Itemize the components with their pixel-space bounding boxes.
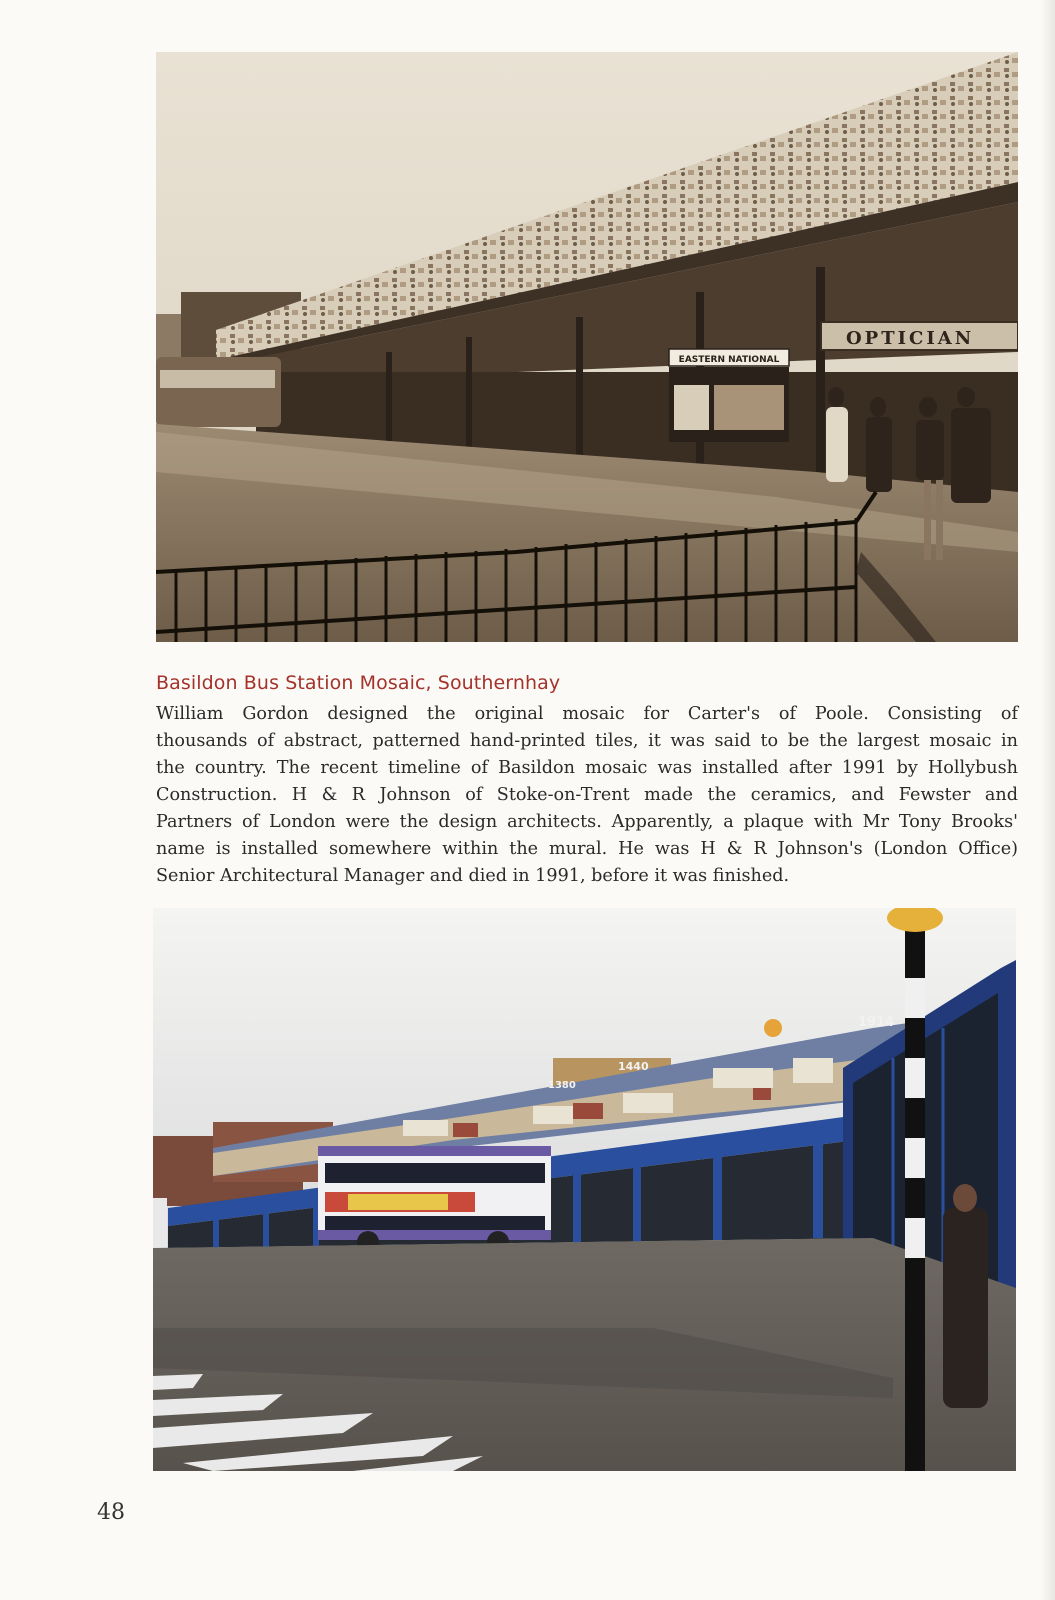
body-paragraph bbox=[156, 701, 1018, 890]
mural-year-1914: 1914 bbox=[858, 1015, 895, 1030]
body-line: William Gordon designed the original mosaic for Carter's of Poole. Consisting of bbox=[156, 704, 1018, 724]
body-line: thousands of abstract, patterned hand-printed tiles, it was said to be the largest mosaic in bbox=[156, 731, 1018, 751]
body-line: name is installed somewhere within the mural. He was H & R Johnson's (London Office) bbox=[156, 839, 1018, 859]
optician-sign: OPTICIAN bbox=[846, 328, 975, 349]
sepia-bus-station-photo bbox=[156, 52, 1018, 642]
colour-photo-drawing bbox=[153, 908, 1016, 1471]
sepia-photo-drawing bbox=[156, 52, 1018, 642]
eastern-national-sign: EASTERN NATIONAL bbox=[678, 355, 780, 365]
caption-title-main: Basildon Bus Station Mosaic bbox=[156, 672, 426, 694]
caption-title-place: Southernhay bbox=[437, 672, 561, 694]
mural-year-1380: 1380 bbox=[548, 1080, 576, 1091]
caption-title-separator: , bbox=[425, 672, 432, 694]
body-line: Construction. H & R Johnson of Stoke-on-Trent made the ceramics, and Fewster and bbox=[156, 785, 1018, 805]
caption-title bbox=[156, 672, 560, 694]
colour-bus-station-photo bbox=[153, 908, 1016, 1471]
page-edge-shadow bbox=[1041, 0, 1055, 1600]
body-line: the country. The recent timeline of Basildon mosaic was installed after 1991 by Hollybush bbox=[156, 758, 1018, 778]
body-line: Partners of London were the design architects. Apparently, a plaque with Mr Tony Brooks' bbox=[156, 812, 1018, 832]
page-number: 48 bbox=[97, 1500, 125, 1525]
mural-year-1440: 1440 bbox=[618, 1060, 649, 1073]
body-line: Senior Architectural Manager and died in 1991, before it was finished. bbox=[156, 866, 790, 886]
